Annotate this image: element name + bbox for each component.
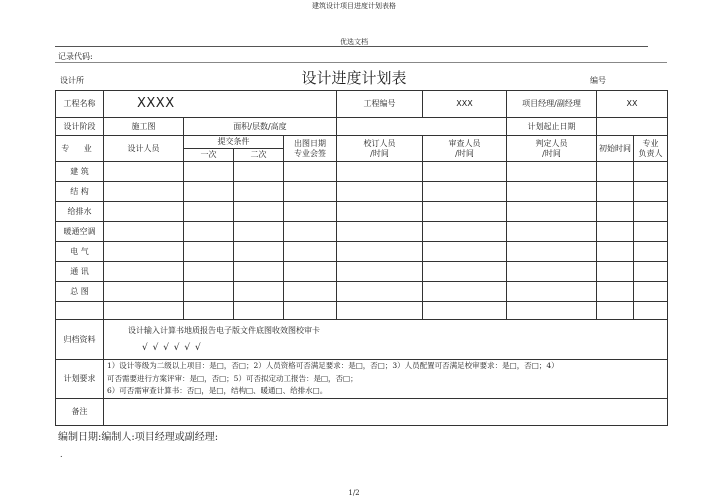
archive-checks: √ √ √ √ √ √ (142, 342, 202, 353)
submit-subheader (184, 136, 283, 161)
table-row (56, 222, 668, 242)
col-init-time: 初始时间 (597, 136, 634, 162)
area-label: 面积/层数/高度 (184, 118, 337, 136)
record-code-label: 记录代码: (58, 52, 93, 61)
start-date-value (597, 118, 668, 136)
column-header-row (56, 136, 668, 162)
approve-time-label: /时间 (542, 148, 561, 158)
approver-label: 判定人员 (535, 139, 568, 149)
col-proofreader (337, 136, 423, 162)
archive-items: 设计输入计算书地质报告电子版文件底图收效图校审卡 (128, 325, 320, 335)
plan-row (56, 360, 668, 399)
stage-row (56, 118, 668, 136)
archive-content (104, 320, 668, 360)
record-divider (55, 62, 667, 63)
col-designer: 设计人员 (104, 136, 184, 162)
discipline-label: 电 气 (56, 242, 104, 262)
discipline-label: 暖通空调 (56, 222, 104, 242)
specialty-label: 专业 (642, 139, 659, 149)
col-issue-date (284, 136, 337, 162)
discipline-label: 给排水 (56, 202, 104, 222)
stage-label: 设计阶段 (56, 118, 104, 136)
plan-line-2: 可否需要进行方案评审：是□，否□；5）可否拟定动工报告：是□，否□； (107, 373, 358, 383)
discipline-label: 建 筑 (56, 162, 104, 182)
document-header-title: 建筑设计项目进度计划表格 (312, 2, 396, 10)
manager-label: 项目经理/副经理 (507, 91, 597, 118)
issue-date-label: 出图日期 (294, 139, 326, 149)
table-row (56, 302, 668, 320)
notes-value (104, 399, 668, 426)
submit-first: 一次 (184, 149, 234, 162)
page-number: 1/2 (348, 489, 360, 497)
footer-signatures: 编制日期:编制人:项目经理或副经理: (58, 432, 219, 443)
discipline-label: 总 图 (56, 282, 104, 302)
proofreader-label: 校订人员 (363, 139, 396, 149)
table-row (56, 282, 668, 302)
proof-time-label: /时间 (370, 148, 389, 158)
plan-line-1: 1）设计等级为二级以上项目：是□，否□；2）人员资格可否满足要求：是□，否□；3）人员配置可否满足校审要求：是□，否□；4） (107, 361, 559, 371)
project-no-label: 工程编号 (337, 91, 423, 118)
discipline-label: 结 构 (56, 182, 104, 202)
top-divider (55, 46, 648, 47)
discipline-label: 通 讯 (56, 262, 104, 282)
institute-label: 设计所 (60, 76, 84, 85)
plan-content (104, 360, 668, 399)
responsible-label: 负责人 (638, 148, 663, 158)
project-name-text: XXXX (137, 95, 175, 111)
col-submit (184, 136, 284, 162)
review-time-label: /时间 (455, 148, 474, 158)
area-value (337, 118, 507, 136)
submit-second: 二次 (250, 150, 267, 160)
stage-value: 施工图 (104, 118, 184, 136)
start-date-label: 计划起止日期 (507, 118, 597, 136)
col-reviewer (423, 136, 507, 162)
col-responsible (634, 136, 668, 162)
table-row (56, 202, 668, 222)
manager-value: XX (597, 91, 668, 118)
project-name-label: 工程名称 (56, 91, 104, 118)
project-info-row (56, 91, 668, 118)
table-row (56, 182, 668, 202)
footer-dot: . (60, 450, 63, 459)
archive-row (56, 320, 668, 360)
table-row (56, 242, 668, 262)
plan-label: 计划要求 (56, 360, 104, 399)
plan-line-3: 6）可否需审查计算书：否□，是□，结构□、暖通□、给排水□。 (107, 386, 328, 396)
table-row (56, 162, 668, 182)
progress-plan-table (55, 90, 668, 426)
archive-label: 归档资料 (56, 320, 104, 360)
project-name-value (104, 91, 337, 118)
project-no-value: XXX (423, 91, 507, 118)
page-title: 设计进度计划表 (301, 69, 407, 87)
sign-off-label: 专业会签 (294, 148, 326, 158)
col-discipline: 专 业 (56, 136, 104, 162)
notes-row (56, 399, 668, 426)
reviewer-label: 审查人员 (448, 139, 481, 149)
notes-label: 备注 (56, 399, 104, 426)
col-approver (507, 136, 597, 162)
number-label: 编号 (590, 76, 606, 85)
submit-label: 提交条件 (184, 136, 283, 149)
table-row (56, 262, 668, 282)
top-label: 优选文档 (340, 38, 368, 46)
